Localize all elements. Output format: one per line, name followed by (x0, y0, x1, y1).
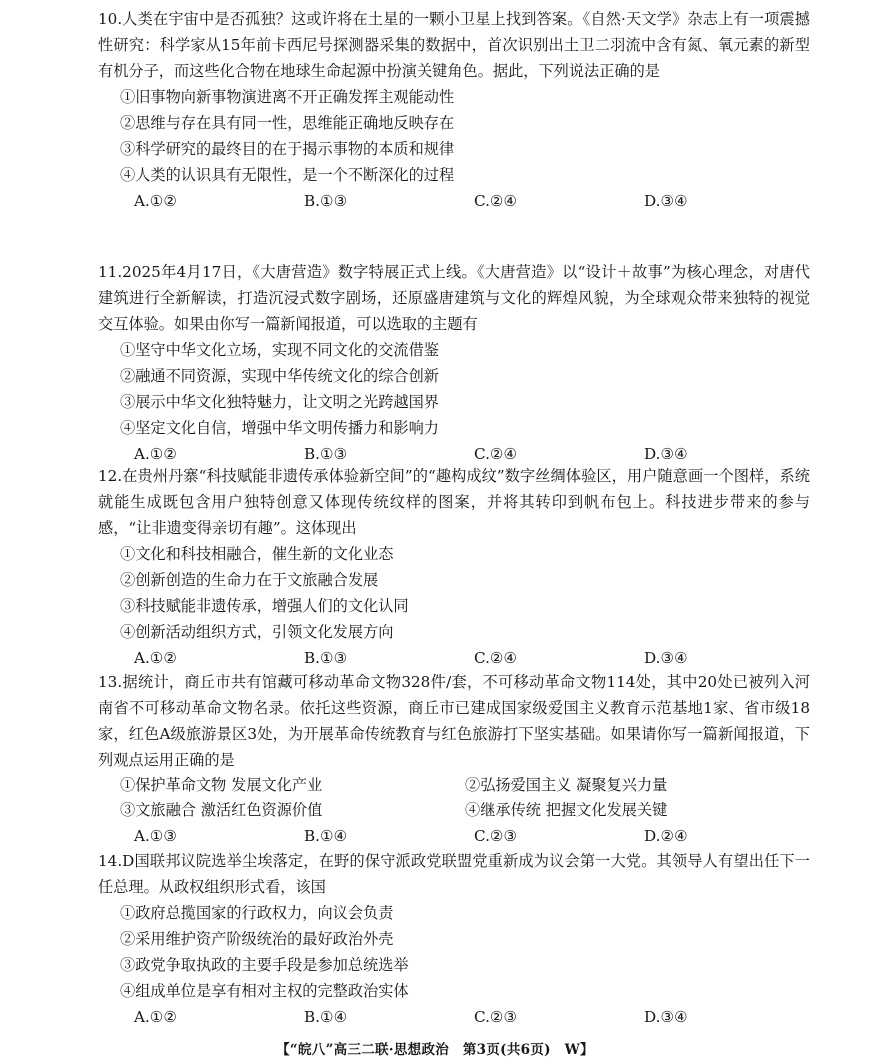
option-statement: ②思维与存在具有同一性，思维能正确地反映存在 (120, 114, 455, 132)
choice-c: C.②③ (474, 827, 518, 845)
option-statement: ①保护革命文物 发展文化产业 (120, 776, 323, 794)
option-statement: ④继承传统 把握文化发展关键 (465, 801, 668, 819)
option-statement: ④人类的认识具有无限性，是一个不断深化的过程 (120, 166, 455, 184)
choice-c: C.②④ (474, 192, 518, 210)
option-statement: ④创新活动组织方式，引领文化发展方向 (120, 623, 394, 641)
choice-b: B.①③ (304, 192, 348, 210)
choice-d: D.③④ (644, 649, 688, 667)
choice-c: C.②④ (474, 649, 518, 667)
choice-c: C.②④ (474, 445, 518, 463)
option-grid (98, 773, 810, 823)
choice-a: A.①② (134, 445, 178, 463)
question-12 (98, 463, 810, 671)
option-statement: ③科学研究的最终目的在于揭示事物的本质和规律 (120, 140, 455, 158)
option-statement: ③文旅融合 激活红色资源价值 (120, 801, 323, 819)
option-statement: ②创新创造的生命力在于文旅融合发展 (120, 571, 379, 589)
answer-choices (98, 823, 810, 849)
answer-choices (98, 645, 810, 671)
choice-a: A.①② (134, 192, 178, 210)
question-13 (98, 669, 810, 849)
choice-b: B.①④ (304, 827, 348, 845)
option-statement: ③科技赋能非遗传承，增强人们的文化认同 (120, 597, 409, 615)
question-10 (98, 6, 810, 214)
answer-choices (98, 188, 810, 214)
choice-a: A.①② (134, 649, 178, 667)
option-statement: ④组成单位是享有相对主权的完整政治实体 (120, 982, 409, 1000)
choice-d: D.②④ (644, 827, 688, 845)
choice-b: B.①④ (304, 1008, 348, 1026)
choice-b: B.①③ (304, 445, 348, 463)
choice-d: D.③④ (644, 192, 688, 210)
option-statement: ①旧事物向新事物演进离不开正确发挥主观能动性 (120, 88, 455, 106)
choice-d: D.③④ (644, 445, 688, 463)
option-statement: ②采用维护资产阶级统治的最好政治外壳 (120, 930, 394, 948)
question-stem: 11.2025年4月17日，《大唐营造》数字特展正式上线。《大唐营造》以“设计＋故事”为核心理念，对唐代建筑进行全新解读，打造沉浸式数字剧场，还原盛唐建筑与文化的辉煌风貌，为全球观众带来独特的视觉交互体验。如果由你写一篇新闻报道，可以选取的主题有 (98, 263, 810, 333)
page-footer: 【“皖八”高三二联·思想政治 第3页(共6页) W】 (276, 1042, 594, 1058)
question-stem: 10.人类在宇宙中是否孤独？这或许将在土星的一颗小卫星上找到答案。《自然·天文学》杂志上有一项震撼性研究：科学家从15年前卡西尼号探测器采集的数据中，首次识别出土卫二羽流中含有氮、氧元素的新型有机分子，而这些化合物在地球生命起源中扮演关键角色。据此，下列说法正确的是 (98, 10, 810, 80)
option-statement: ③展示中华文化独特魅力，让文明之光跨越国界 (120, 393, 439, 411)
option-statement: ①政府总揽国家的行政权力，向议会负责 (120, 904, 394, 922)
question-stem: 14.D国联邦议院选举尘埃落定，在野的保守派政党联盟党重新成为议会第一大党。其领导人有望出任下一任总理。从政权组织形式看，该国 (98, 852, 810, 896)
answer-choices (98, 1004, 810, 1030)
question-14 (98, 848, 810, 1030)
option-statement: ②弘扬爱国主义 凝聚复兴力量 (465, 776, 668, 794)
choice-d: D.③④ (644, 1008, 688, 1026)
choice-a: A.①③ (134, 827, 178, 845)
choice-a: A.①② (134, 1008, 178, 1026)
option-statement: ①坚守中华文化立场，实现不同文化的交流借鉴 (120, 341, 439, 359)
option-statement: ②融通不同资源，实现中华传统文化的综合创新 (120, 367, 439, 385)
question-stem: 13.据统计，商丘市共有馆藏可移动革命文物328件/套，不可移动革命文物114处，其中20处已被列入河南省不可移动革命文物名录。依托这些资源，商丘市已建成国家级爱国主义教育示范基地1家、省市级18家，红色A级旅游景区3处，为开展革命传统教育与红色旅游打下坚实基础。如果请你写一篇新闻报道，下列观点运用正确的是 (98, 673, 810, 769)
option-statement: ①文化和科技相融合，催生新的文化业态 (120, 545, 394, 563)
option-statement: ③政党争取执政的主要手段是参加总统选举 (120, 956, 409, 974)
question-11 (98, 259, 810, 467)
choice-b: B.①③ (304, 649, 348, 667)
choice-c: C.②③ (474, 1008, 518, 1026)
option-statement: ④坚定文化自信，增强中华文明传播力和影响力 (120, 419, 439, 437)
question-stem: 12.在贵州丹寨“科技赋能非遗传承体验新空间”的“趣构成纹”数字丝绸体验区，用户随意画一个图样，系统就能生成既包含用户独特创意又体现传统纹样的图案，并将其转印到帆布包上。科技进步带来的参与感，“让非遗变得亲切有趣”。这体现出 (98, 467, 810, 537)
